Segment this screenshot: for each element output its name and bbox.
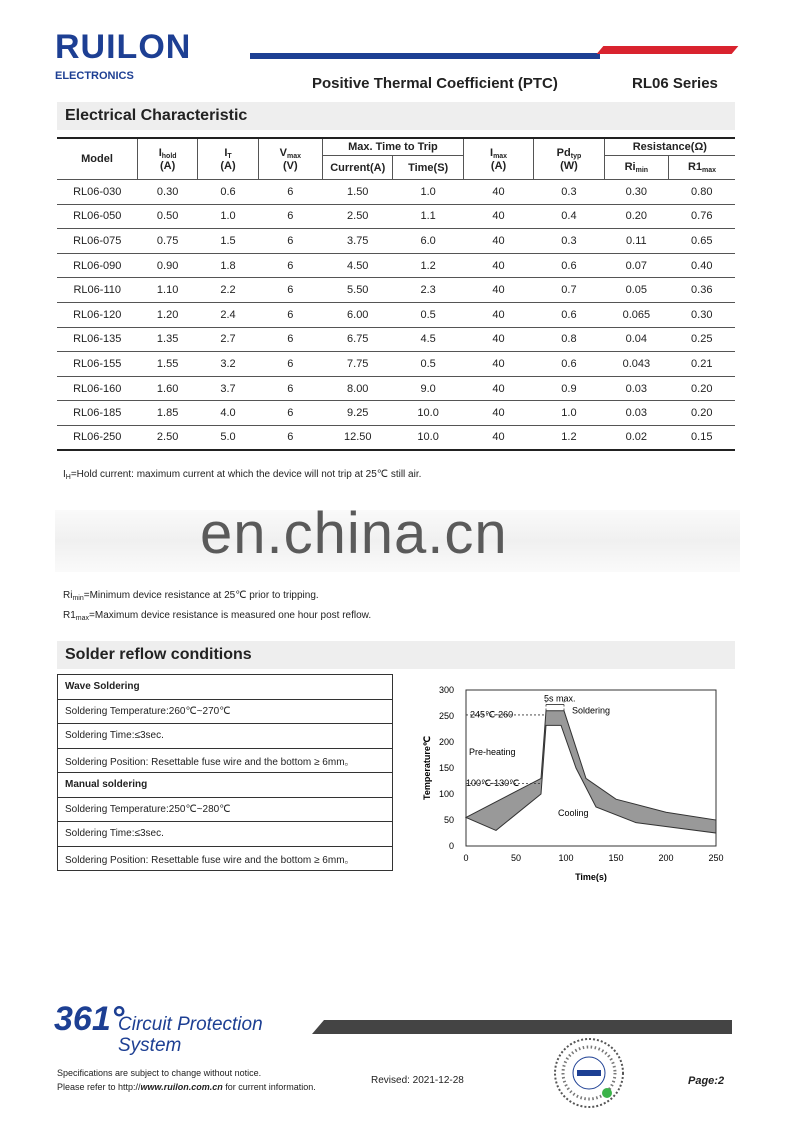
table-cell: 3.7 [198,376,258,401]
table-cell: 6.00 [323,302,393,327]
solder-table [57,674,393,871]
table-cell: 9.0 [393,376,463,401]
footer-reference: Please refer to http://www.ruilon.com.cn for current information. [57,1082,316,1092]
table-cell: 40 [463,180,533,205]
y-tick-label: 50 [443,815,454,825]
table-row [57,180,735,205]
table-cell: 10.0 [393,425,463,450]
table-cell: 0.065 [604,302,668,327]
table-cell: 0.25 [669,327,735,352]
table-cell: 0.03 [604,376,668,401]
solder-cell: Manual soldering [58,773,393,798]
col-ihold: $I_{hold}$ (A) [137,138,197,180]
table-cell: 0.6 [534,352,604,377]
table-row [57,401,735,426]
table-cell: 40 [463,376,533,401]
y-tick-label: 200 [438,737,454,747]
table-cell: 0.20 [669,401,735,426]
table-cell: 1.1 [393,204,463,229]
table-cell: 6 [258,425,322,450]
table-cell: 0.5 [393,302,463,327]
table-row [57,204,735,229]
col-model: Model [57,138,137,180]
footer-revised-date: Revised: 2021-12-28 [371,1075,464,1086]
table-cell: 0.043 [604,352,668,377]
electrical-table [57,137,735,451]
col-pd: $Pd_{typ}$ (W) [534,138,604,180]
col-max-time-to-trip: Max. Time to Trip [323,138,464,156]
footer-brand-number: 361° [54,1000,125,1038]
note-rimin: $Ri_{min}=Minimum$ device resistance at 25℃ prior to tripping. [63,590,319,602]
table-cell: 0.07 [604,253,668,278]
series-name: RL06 Series [632,75,718,92]
y-tick-label: 0 [448,841,454,851]
table-cell: 1.0 [534,401,604,426]
annotation-preheat: Pre-heating [469,747,516,757]
table-row [57,376,735,401]
table-cell: 5.0 [198,425,258,450]
solder-cell: Soldering Position: Resettable fuse wire and the bottom ≥ 6mm。 [58,846,393,871]
x-tick-label: 50 [510,853,522,863]
table-cell: 1.85 [137,401,197,426]
table-cell: 6 [258,352,322,377]
document-title: Positive Thermal Coefficient (PTC) [312,75,558,92]
table-cell: RL06-185 [57,401,137,426]
col-current: Current(A) [323,156,393,180]
table-cell: 0.30 [604,180,668,205]
table-row [57,425,735,450]
header-red-line [597,46,739,54]
solder-row [58,748,393,773]
annotation-peak-range: 245℃-260 [470,709,514,720]
table-cell: 4.5 [393,327,463,352]
table-cell: RL06-110 [57,278,137,303]
col-it: $I_T$ (A) [198,138,258,180]
table-cell: 6 [258,327,322,352]
table-cell: 0.20 [604,204,668,229]
col-r1max: $R1_{max}$ [669,156,735,180]
table-cell: 4.50 [323,253,393,278]
x-axis-label: Time(s) [575,872,607,882]
table-cell: 1.5 [198,229,258,254]
watermark-text: en.china.cn [200,501,508,566]
col-imax: $I_{max}$ (A) [463,138,533,180]
table-cell: RL06-120 [57,302,137,327]
table-cell: 40 [463,253,533,278]
table-cell: 0.76 [669,204,735,229]
table-cell: 40 [463,302,533,327]
x-tick-label: 250 [708,853,724,863]
solder-row [58,675,393,700]
company-logo: RUILON [55,28,192,66]
table-cell: RL06-135 [57,327,137,352]
table-cell: 0.65 [669,229,735,254]
table-cell: 0.03 [604,401,668,426]
table-cell: 4.0 [198,401,258,426]
table-cell: 0.3 [534,229,604,254]
solder-cell: Soldering Temperature:260℃~270℃ [58,699,393,724]
table-cell: 1.10 [137,278,197,303]
table-row [57,278,735,303]
table-cell: 1.60 [137,376,197,401]
table-cell: RL06-160 [57,376,137,401]
table-cell: 0.04 [604,327,668,352]
solder-row [58,797,393,822]
table-cell: RL06-155 [57,352,137,377]
solder-cell: Soldering Time:≤3sec. [58,724,393,749]
table-cell: 0.5 [393,352,463,377]
note-hold-current: $I_H=Hold$ current: maximum current at which the device will not trip at 25℃ still air. [63,469,422,481]
footer-page-number: Page:2 [688,1075,725,1087]
table-cell: 0.6 [534,302,604,327]
solder-row [58,822,393,847]
solder-cell: Soldering Position: Resettable fuse wire and the bottom ≥ 6mm。 [58,748,393,773]
y-tick-label: 150 [438,763,454,773]
table-cell: RL06-050 [57,204,137,229]
footer-brand-line2: System [118,1035,182,1056]
table-cell: 6 [258,204,322,229]
reflow-profile-chart [410,680,735,890]
y-tick-label: 250 [438,711,454,721]
table-cell: 0.30 [137,180,197,205]
annotation-cooling: Cooling [558,807,589,818]
table-row [57,327,735,352]
table-cell: 1.50 [323,180,393,205]
reflow-band [466,711,716,833]
table-cell: 0.75 [137,229,197,254]
table-cell: 6.0 [393,229,463,254]
table-cell: 0.6 [534,253,604,278]
company-logo-subtitle: ELECTRONICS [55,70,134,82]
annotation-preheat-range: 100℃-130℃ [466,778,520,789]
solder-row [58,846,393,871]
table-cell: 0.90 [137,253,197,278]
table-cell: 2.7 [198,327,258,352]
table-cell: 0.40 [669,253,735,278]
table-cell: 0.30 [669,302,735,327]
table-cell: 7.75 [323,352,393,377]
chart-marks [466,701,716,833]
qr-code-icon [553,1037,625,1109]
table-cell: 2.3 [393,278,463,303]
table-cell: 6 [258,229,322,254]
table-cell: 2.50 [323,204,393,229]
footer-spec-notice: Specifications are subject to change without notice. [57,1068,262,1078]
solder-cell: Wave Soldering [58,675,393,700]
table-cell: 12.50 [323,425,393,450]
table-cell: 6 [258,180,322,205]
footer-url-link[interactable]: www.ruilon.com.cn [140,1082,223,1092]
solder-cell: Soldering Temperature:250℃~280℃ [58,797,393,822]
col-time: Time(S) [393,156,463,180]
table-cell: 40 [463,229,533,254]
table-cell: 0.7 [534,278,604,303]
col-vmax: $V_{max}$ (V) [258,138,322,180]
y-tick-label: 100 [438,789,454,799]
note-r1max: $R1_{max}=Maximum$ device resistance is measured one hour post reflow. [63,610,372,622]
table-cell: 2.2 [198,278,258,303]
table-cell: 6 [258,401,322,426]
table-cell: 0.3 [534,180,604,205]
table-cell: 1.8 [198,253,258,278]
table-cell: 40 [463,352,533,377]
y-axis-label: Temperature℃ [422,736,432,800]
header-blue-line [250,53,600,59]
table-cell: 1.2 [534,425,604,450]
table-cell: 0.05 [604,278,668,303]
table-cell: 1.35 [137,327,197,352]
table-cell: 0.15 [669,425,735,450]
table-cell: 3.2 [198,352,258,377]
x-tick-label: 200 [658,853,674,863]
table-cell: 1.20 [137,302,197,327]
table-cell: 0.11 [604,229,668,254]
solder-cell: Soldering Time:≤3sec. [58,822,393,847]
table-cell: 0.50 [137,204,197,229]
col-resistance: Resistance(Ω) [604,138,735,156]
table-cell: RL06-030 [57,180,137,205]
table-row [57,352,735,377]
table-cell: RL06-250 [57,425,137,450]
table-cell: RL06-090 [57,253,137,278]
table-cell: 40 [463,278,533,303]
table-cell: 0.21 [669,352,735,377]
electrical-section-heading: Electrical Characteristic [57,102,735,130]
table-row [57,302,735,327]
table-cell: RL06-075 [57,229,137,254]
table-cell: 1.2 [393,253,463,278]
table-cell: 6 [258,302,322,327]
table-row [57,229,735,254]
table-cell: 2.50 [137,425,197,450]
table-cell: 10.0 [393,401,463,426]
table-cell: 0.6 [198,180,258,205]
table-cell: 5.50 [323,278,393,303]
table-cell: 1.0 [198,204,258,229]
solder-row [58,699,393,724]
table-cell: 3.75 [323,229,393,254]
table-cell: 6.75 [323,327,393,352]
table-cell: 8.00 [323,376,393,401]
table-cell: 40 [463,327,533,352]
table-cell: 0.36 [669,278,735,303]
annotation-soldering: Soldering [572,705,611,716]
table-cell: 6 [258,376,322,401]
x-tick-label: 150 [608,853,624,863]
x-tick-label: 0 [463,853,469,863]
table-cell: 0.9 [534,376,604,401]
table-cell: 40 [463,204,533,229]
table-cell: 6 [258,253,322,278]
table-cell: 0.8 [534,327,604,352]
table-cell: 0.4 [534,204,604,229]
solder-section-heading: Solder reflow conditions [57,641,735,669]
table-cell: 40 [463,401,533,426]
table-cell: 6 [258,278,322,303]
footer-bar [312,1020,732,1034]
table-cell: 0.20 [669,376,735,401]
annotation-max-time: 5s max. [544,693,576,704]
table-cell: 2.4 [198,302,258,327]
y-tick-label: 300 [438,685,454,695]
table-cell: 40 [463,425,533,450]
solder-row [58,773,393,798]
table-row [57,253,735,278]
table-cell: 0.80 [669,180,735,205]
table-cell: 9.25 [323,401,393,426]
table-cell: 1.0 [393,180,463,205]
table-cell: 0.02 [604,425,668,450]
table-cell: 1.55 [137,352,197,377]
solder-row [58,724,393,749]
x-tick-label: 100 [558,853,574,863]
col-rimin: $Ri_{min}$ [604,156,668,180]
footer-brand-line1: Circuit Protection [118,1014,263,1035]
